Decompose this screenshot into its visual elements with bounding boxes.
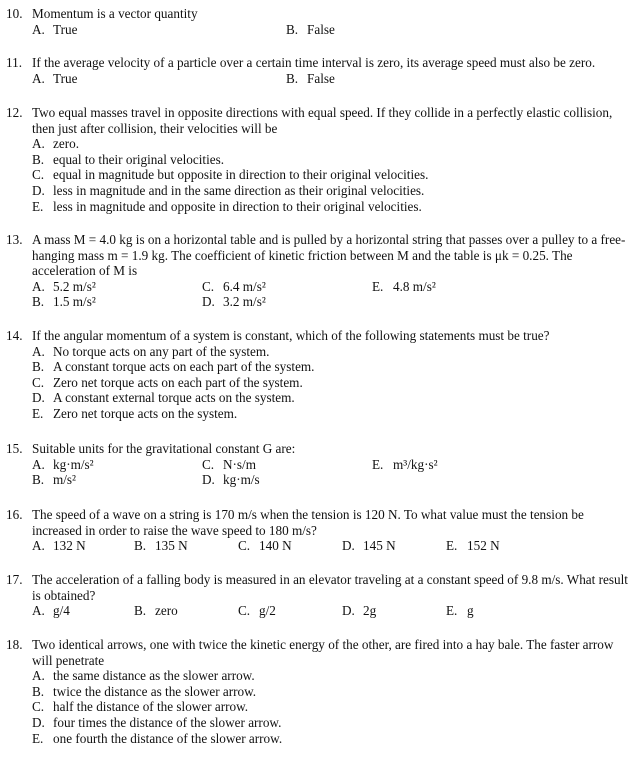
question-text: Two identical arrows, one with twice the kinetic energy of the other, are fired into a hay bale. The faster arrow will penetrate	[32, 637, 614, 668]
question-number: 14.	[6, 328, 23, 343]
question-14	[6, 328, 630, 422]
option-b[interactable]: B. equal to their original velocities.	[32, 151, 225, 167]
option-d[interactable]: D. four times the distance of the slower arrow.	[32, 714, 282, 730]
question-text: If the angular momentum of a system is constant, which of the following statements must be true?	[32, 328, 550, 343]
question-number: 18.	[6, 637, 23, 652]
option-c[interactable]: C. Zero net torque acts on each part of the system.	[32, 374, 303, 390]
question-number: 15.	[6, 441, 23, 456]
question-number: 12.	[6, 105, 23, 120]
option-e[interactable]: E. one fourth the distance of the slower arrow.	[32, 730, 283, 746]
option-a[interactable]: A. 5.2 m/s²	[32, 278, 96, 294]
option-b[interactable]: B. 1.5 m/s²	[32, 294, 96, 310]
option-b[interactable]: B. twice the distance as the slower arrow.	[32, 683, 257, 699]
option-e[interactable]: E. g	[446, 603, 474, 619]
question-text: Momentum is a vector quantity	[32, 6, 198, 21]
option-a[interactable]: A. No torque acts on any part of the system.	[32, 343, 270, 359]
option-e[interactable]: E. less in magnitude and opposite in direction to their original velocities.	[32, 198, 422, 214]
question-18	[6, 637, 630, 746]
question-11	[6, 55, 630, 86]
option-b[interactable]: B. zero	[134, 603, 178, 619]
option-c[interactable]: C. equal in magnitude but opposite in direction to their original velocities.	[32, 167, 429, 183]
answer-options	[32, 22, 630, 38]
option-e[interactable]: E. 4.8 m/s²	[372, 278, 436, 294]
answer-options	[32, 71, 630, 87]
option-b[interactable]: B. 135 N	[134, 538, 188, 554]
question-10	[6, 6, 630, 37]
answer-options	[32, 344, 630, 422]
question-17	[6, 572, 630, 619]
option-e[interactable]: E. m³/kg·s²	[372, 456, 438, 472]
question-number: 17.	[6, 572, 23, 587]
question-13	[6, 232, 630, 310]
question-text: A mass M = 4.0 kg is on a horizontal table and is pulled by a horizontal string that passes over a pulley to a free-hanging mass m = 1.9 kg. The coefficient of kinetic friction between M and the table is μk = 0.25. The acceleration of M is	[32, 232, 626, 279]
answer-options	[32, 136, 630, 214]
option-a[interactable]: A. zero.	[32, 136, 79, 152]
option-a[interactable]: A. g/4	[32, 603, 70, 619]
question-text: If the average velocity of a particle over a certain time interval is zero, its average speed must also be zero.	[32, 55, 596, 70]
question-number: 16.	[6, 507, 23, 522]
answer-options	[32, 279, 630, 310]
option-c[interactable]: C. half the distance of the slower arrow.	[32, 699, 249, 715]
option-a[interactable]: A. the same distance as the slower arrow.	[32, 668, 255, 684]
option-d[interactable]: D. kg·m/s	[202, 472, 260, 488]
option-c[interactable]: C. N·s/m	[202, 456, 256, 472]
option-b[interactable]: B. A constant torque acts on each part of the system.	[32, 359, 315, 375]
option-d[interactable]: D. less in magnitude and in the same direction as their original velocities.	[32, 182, 425, 198]
option-c[interactable]: C. 6.4 m/s²	[202, 278, 266, 294]
question-text: The acceleration of a falling body is measured in an elevator traveling at a constant speed of 9.8 m/s. What result is obtained?	[32, 572, 628, 603]
option-b[interactable]: B. m/s²	[32, 472, 77, 488]
option-b[interactable]: B. False	[286, 70, 335, 86]
question-number: 13.	[6, 232, 23, 247]
answer-options	[32, 603, 630, 619]
answer-options	[32, 457, 630, 488]
option-d[interactable]: D. 3.2 m/s²	[202, 294, 266, 310]
question-text: Suitable units for the gravitational constant G are:	[32, 441, 296, 456]
question-12	[6, 105, 630, 214]
answer-options	[32, 668, 630, 746]
question-number: 10.	[6, 6, 23, 21]
option-a[interactable]: A. kg·m/s²	[32, 456, 94, 472]
option-d[interactable]: D. 2g	[342, 603, 377, 619]
option-d[interactable]: D. 145 N	[342, 538, 396, 554]
option-d[interactable]: D. A constant external torque acts on the system.	[32, 390, 295, 406]
option-c[interactable]: C. g/2	[238, 603, 276, 619]
question-number: 11.	[6, 55, 22, 70]
option-e[interactable]: E. 152 N	[446, 538, 500, 554]
question-text: The speed of a wave on a string is 170 m/s when the tension is 120 N. To what value must the tension be increased in order to raise the wave speed to 180 m/s?	[32, 507, 584, 538]
option-b[interactable]: B. False	[286, 21, 335, 37]
question-text: Two equal masses travel in opposite directions with equal speed. If they collide in a perfectly elastic collision, then just after collision, their velocities will be	[32, 105, 613, 136]
answer-options	[32, 538, 630, 554]
question-15	[6, 441, 630, 488]
option-a[interactable]: A. True	[32, 70, 78, 86]
question-16	[6, 507, 630, 554]
option-a[interactable]: A. 132 N	[32, 538, 86, 554]
option-e[interactable]: E. Zero net torque acts on the system.	[32, 405, 238, 421]
option-c[interactable]: C. 140 N	[238, 538, 292, 554]
option-a[interactable]: A. True	[32, 21, 78, 37]
